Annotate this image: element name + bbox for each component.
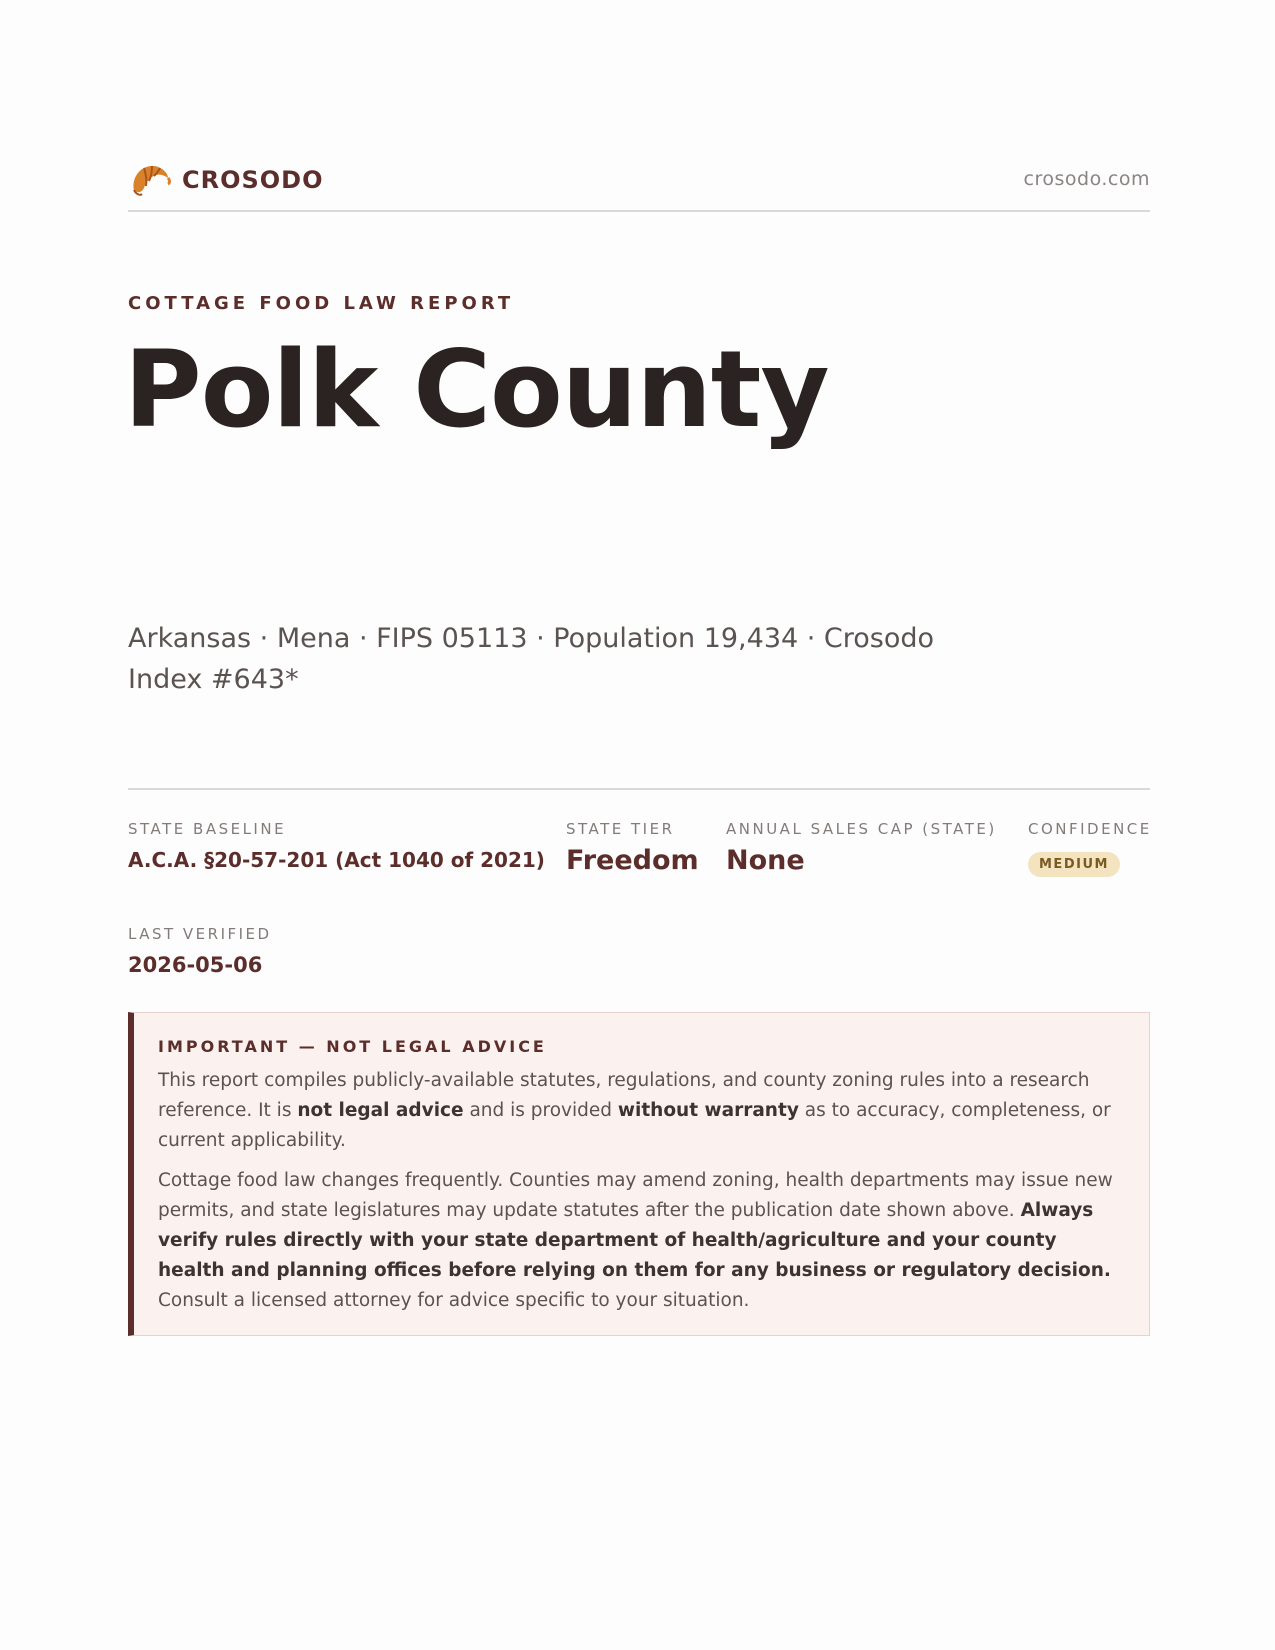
emphasis: without warranty	[617, 1100, 799, 1121]
emphasis: Always verify rules directly with your state department of health/agriculture and your county health and planning offices before relying on them for any business or regulatory decision.	[158, 1200, 1111, 1281]
text-run: Cottage food law changes frequently. Counties may amend zoning, health departments may issue new permits, and state legislatures may update statutes after the publication date shown above.	[158, 1170, 1113, 1221]
site-url-link[interactable]: crosodo.com	[1023, 168, 1150, 190]
report-subtitle: Arkansas · Mena · FIPS 05113 · Population 19,434 · Crosodo Index #643*	[128, 623, 935, 695]
legal-disclaimer	[128, 1012, 1150, 1336]
disclaimer-title: IMPORTANT — NOT LEGAL ADVICE	[158, 1037, 547, 1056]
stat-label: LAST VERIFIED	[128, 925, 272, 943]
text-run: and is provided	[463, 1100, 618, 1121]
text-run: This report compiles publicly-available statutes, regulations, and county zoning rules into a research reference. It is	[158, 1070, 1090, 1121]
text-run: Consult a licensed attorney for advice specific to your situation.	[158, 1290, 750, 1311]
stat-value: None	[726, 845, 805, 876]
stat-value: Freedom	[566, 845, 699, 876]
disclaimer-paragraph	[158, 1066, 1125, 1156]
stat-label: STATE TIER	[566, 820, 675, 838]
divider	[128, 788, 1150, 790]
brand[interactable]	[128, 160, 324, 200]
stat-state-tier	[566, 820, 699, 876]
stat-state-baseline	[128, 820, 545, 872]
report-eyebrow: COTTAGE FOOD LAW REPORT	[128, 293, 515, 314]
stat-annual-sales-cap	[726, 820, 997, 876]
stat-last-verified	[128, 925, 272, 977]
stat-confidence	[1028, 820, 1152, 877]
stat-value: A.C.A. §20-57-201 (Act 1040 of 2021)	[128, 848, 545, 872]
page-title: Polk County	[124, 328, 829, 451]
page-header	[128, 160, 1150, 212]
stat-label: STATE BASELINE	[128, 820, 287, 838]
emphasis: not legal advice	[297, 1100, 464, 1121]
confidence-badge: MEDIUM	[1028, 852, 1120, 877]
brand-name: CROSODO	[182, 166, 324, 194]
stat-label: ANNUAL SALES CAP (STATE)	[726, 820, 997, 838]
disclaimer-paragraph	[158, 1166, 1125, 1316]
stat-label: CONFIDENCE	[1028, 820, 1152, 838]
text-run: as to accuracy, completeness, or current applicability.	[158, 1100, 1111, 1151]
stat-value: 2026-05-06	[128, 953, 263, 977]
croissant-icon	[128, 160, 172, 200]
